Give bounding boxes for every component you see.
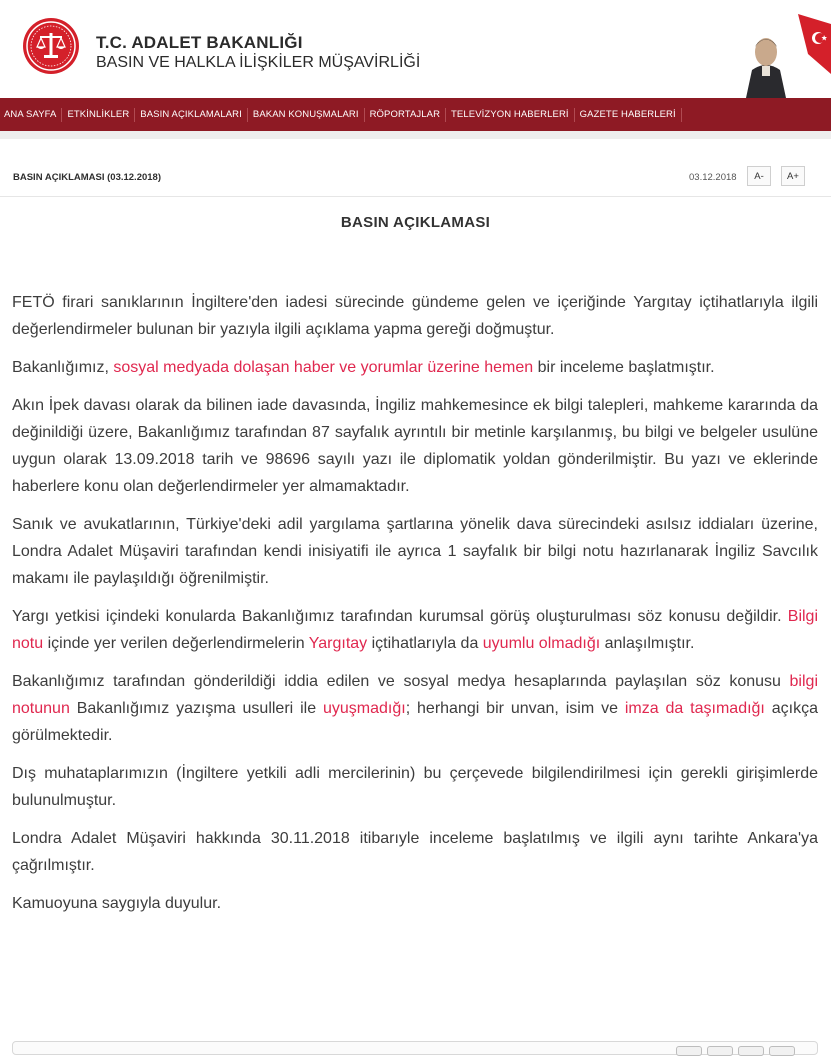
share-buttons	[676, 1046, 795, 1056]
article-paragraph-9: Kamuoyuna saygıyla duyulur.	[12, 895, 222, 912]
text-segment: anlaşılmıştır.	[600, 635, 695, 652]
highlight-text: uyuşmadığı	[322, 700, 406, 717]
ataturk-portrait-flag-image	[738, 14, 831, 98]
article-paragraph-4: Sanık ve avukatlarının, Türkiye'deki adil yargılama şartlarına yönelik dava sürecindeki asılsız iddiaları üzerine, Londra Adalet Müşaviri tarafından kendi inisiyatifi ile ayrıca 1 sayfalık bir bilgi notu hazırlanarak İngiliz Savcılık makamı ile paylaşıldığı öğrenilmiştir.	[12, 516, 818, 587]
text-segment: Yargı yetkisi içindeki konularda Bakanlığımız tarafından kurumsal görüş oluşturulması söz konusu değildir.	[12, 608, 788, 625]
article-paragraph-7: Dış muhataplarımızın (İngiltere yetkili adli mercilerinin) bu çerçevede bilgilendirilmesi için gerekli girişimlerde bulunulmuştur.	[12, 765, 818, 809]
article-paragraph-8: Londra Adalet Müşaviri hakkında 30.11.2018 itibarıyle inceleme başlatılmış ve ilgili aynı tarihte Ankara'ya çağrılmıştır.	[12, 830, 818, 874]
nav-basin-aciklamalari[interactable]: BASIN AÇIKLAMALARI	[140, 109, 242, 120]
text-segment: içtihatlarıyla da	[367, 635, 483, 652]
nav-etkinlikler[interactable]: ETKİNLİKLER	[67, 109, 130, 120]
share-button[interactable]	[769, 1046, 795, 1056]
highlight-text: sosyal medyada dolaşan haber ve yorumlar üzerine hemen	[113, 359, 534, 376]
site-title-line2: BASIN VE HALKLA İLİŞKİLER MÜŞAVİRLİĞİ	[96, 54, 421, 71]
article-paragraph-5	[12, 603, 818, 657]
nav-ana-sayfa[interactable]: ANA SAYFA	[4, 109, 57, 120]
text-segment: açıkça görülmektedir.	[12, 700, 819, 744]
toolbar-divider	[0, 196, 831, 197]
share-button[interactable]	[707, 1046, 733, 1056]
article-paragraph-3: Akın İpek davası olarak da bilinen iade davasında, İngiliz mahkemesince ek bilgi talepleri, mahkeme kararında da değinildiği üzere, Bakanlığımız tarafından 87 sayfalık ayrıntılı bir metinle karşılanmış, bu bilgi ve belgeler usulüne uygun olarak 13.09.2018 tarih ve 98696 sayılı yazı ile diplomatik yoldan gönderilmiştir. Bu yazı ve eklerinde haberlere konu olan değerlendirmeler yer almamaktadır.	[12, 397, 818, 495]
ministry-seal-logo[interactable]	[22, 17, 80, 75]
share-button[interactable]	[676, 1046, 702, 1056]
highlight-text: uyumlu olmadığı	[482, 635, 601, 652]
site-header	[0, 0, 831, 98]
navbar-shadow-strip	[0, 131, 831, 139]
font-increase-button[interactable]: A+	[781, 166, 805, 186]
highlight-text: Bilgi notu	[12, 608, 818, 652]
font-decrease-button[interactable]: A-	[747, 166, 771, 186]
highlight-text: bilgi notunun	[12, 673, 818, 717]
article-heading: BASIN AÇIKLAMASI	[340, 214, 491, 231]
text-segment: Bakanlığımız,	[12, 359, 114, 376]
highlight-text: imza da taşımadığı	[624, 700, 765, 717]
article-breadcrumb: BASIN AÇIKLAMASI (03.12.2018)	[13, 172, 161, 183]
text-segment: ; herhangi bir unvan, isim ve	[405, 700, 625, 717]
text-segment: Bakanlığımız tarafından gönderildiği iddia edilen ve sosyal medya hesaplarında paylaşılan söz konusu	[12, 673, 790, 690]
main-navbar	[0, 98, 831, 131]
site-title[interactable]	[96, 33, 420, 73]
article-paragraph-6	[12, 668, 818, 749]
article-date: 03.12.2018	[689, 172, 737, 183]
nav-gazete-haberleri[interactable]: GAZETE HABERLERİ	[579, 109, 676, 120]
article-paragraph-2	[12, 354, 818, 381]
nav-bakan-konusmalari[interactable]: BAKAN KONUŞMALARI	[252, 109, 359, 120]
nav-separator	[681, 108, 682, 122]
highlight-text: Yargıtay	[308, 635, 368, 652]
article-body	[12, 289, 818, 928]
text-segment: içinde yer verilen değerlendirmelerin	[43, 635, 309, 652]
text-segment: Bakanlığımız yazışma usulleri ile	[69, 700, 323, 717]
text-segment: bir inceleme başlatmıştır.	[533, 359, 715, 376]
article-paragraph-1: FETÖ firari sanıklarının İngiltere'den iadesi sürecinde gündeme gelen ve içeriğinde Yargıtay içtihatlarıyla ilgili değerlendirmeler bulunan bir yazıyla ilgili açıklama yapma gereği doğmuştur.	[12, 294, 818, 338]
nav-televizyon-haberleri[interactable]: TELEVİZYON HABERLERİ	[451, 109, 569, 120]
nav-roportajlar[interactable]: RÖPORTAJLAR	[369, 109, 441, 120]
share-button[interactable]	[738, 1046, 764, 1056]
site-title-line1: T.C. ADALET BAKANLIĞI	[96, 33, 303, 52]
